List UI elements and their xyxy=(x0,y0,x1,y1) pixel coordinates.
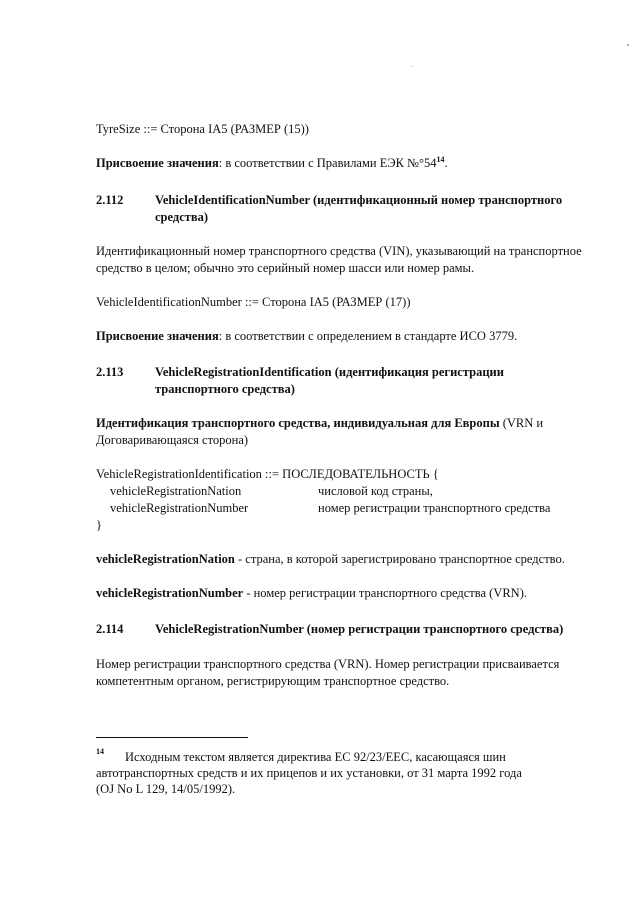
vri-description-line2: Договаривающаяся сторона) xyxy=(96,433,249,447)
section-number-2113: 2.113 xyxy=(96,365,124,379)
vri-field1-name: vehicleRegistrationNation xyxy=(110,484,242,498)
vri-field2-desc: номер регистрации транспортного средства xyxy=(318,501,551,515)
section-title-2114: VehicleRegistrationNumber (номер регистрации транспортного средства) xyxy=(155,622,564,636)
section-title-2113-line2: транспортного средства) xyxy=(155,382,295,396)
typesize-syntax: TyreSize ::= Сторона IA5 (РАЗМЕР (15)) xyxy=(96,122,309,136)
assignment-label: Присвоение значения xyxy=(96,329,219,343)
scan-speck xyxy=(627,44,629,46)
vri-syntax-open: VehicleRegistrationIdentification ::= ПОСЛЕДОВАТЕЛЬНОСТЬ { xyxy=(96,467,439,481)
vri-field2-name: vehicleRegistrationNumber xyxy=(110,501,249,515)
section-title-2112-line2: средства) xyxy=(155,210,209,224)
scan-speck xyxy=(412,66,413,67)
footnote-line2: автотранспортных средств и их прицепов и их установки, от 31 марта 1992 года xyxy=(96,766,522,780)
section-number-2112: 2.112 xyxy=(96,193,124,207)
section-title-2113-line1: VehicleRegistrationIdentification (идентификация регистрации xyxy=(155,365,504,379)
vin-syntax: VehicleIdentificationNumber ::= Сторона IA5 (РАЗМЕР (17)) xyxy=(96,295,411,309)
term: vehicleRegistrationNumber xyxy=(96,586,244,600)
term: vehicleRegistrationNation xyxy=(96,552,235,566)
nation-definition: vehicleRegistrationNation - страна, в которой зарегистрировано транспортное средство. xyxy=(96,552,565,566)
vrn-description-line2: компетентным органом, регистрирующим транспортное средство. xyxy=(96,674,450,688)
footnote-number: 14 xyxy=(96,746,104,756)
vri-field1-desc: числовой код страны, xyxy=(318,484,433,498)
vri-syntax-close: } xyxy=(96,518,102,532)
value-assignment-1: Присвоение значения: в соответствии с Правилами ЕЭК $№^\circ 54^{14}$. xyxy=(96,154,448,170)
section-number-2114: 2.114 xyxy=(96,622,124,636)
number-definition: vehicleRegistrationNumber - номер регистрации транспортного средства (VRN). xyxy=(96,586,527,600)
assignment-label: Присвоение значения xyxy=(96,156,219,170)
value-assignment-2: Присвоение значения: в соответствии с определением в стандарте ИСО 3779. xyxy=(96,329,518,343)
footnote-line3: (OJ No L 129, 14/05/1992). xyxy=(96,782,236,796)
vin-description-line1: Идентификационный номер транспортного средства (VIN), указывающий на транспортное xyxy=(96,244,582,258)
footnote-separator xyxy=(96,737,248,738)
section-title-2112-line1: VehicleIdentificationNumber (идентификационный номер транспортного xyxy=(155,193,563,207)
vin-description-line2: средство в целом; обычно это серийный номер шасси или номер рамы. xyxy=(96,261,475,275)
vri-description-line1: Идентификация транспортного средства, индивидуальная для Европы (VRN и xyxy=(96,416,544,430)
vrn-description-line1: Номер регистрации транспортного средства (VRN). Номер регистрации присваивается xyxy=(96,657,560,671)
footnote-reference: 14 xyxy=(436,154,445,164)
footnote-line1: Исходным текстом является директива ЕС 92/23/ЕЕС, касающаяся шин xyxy=(125,750,506,764)
